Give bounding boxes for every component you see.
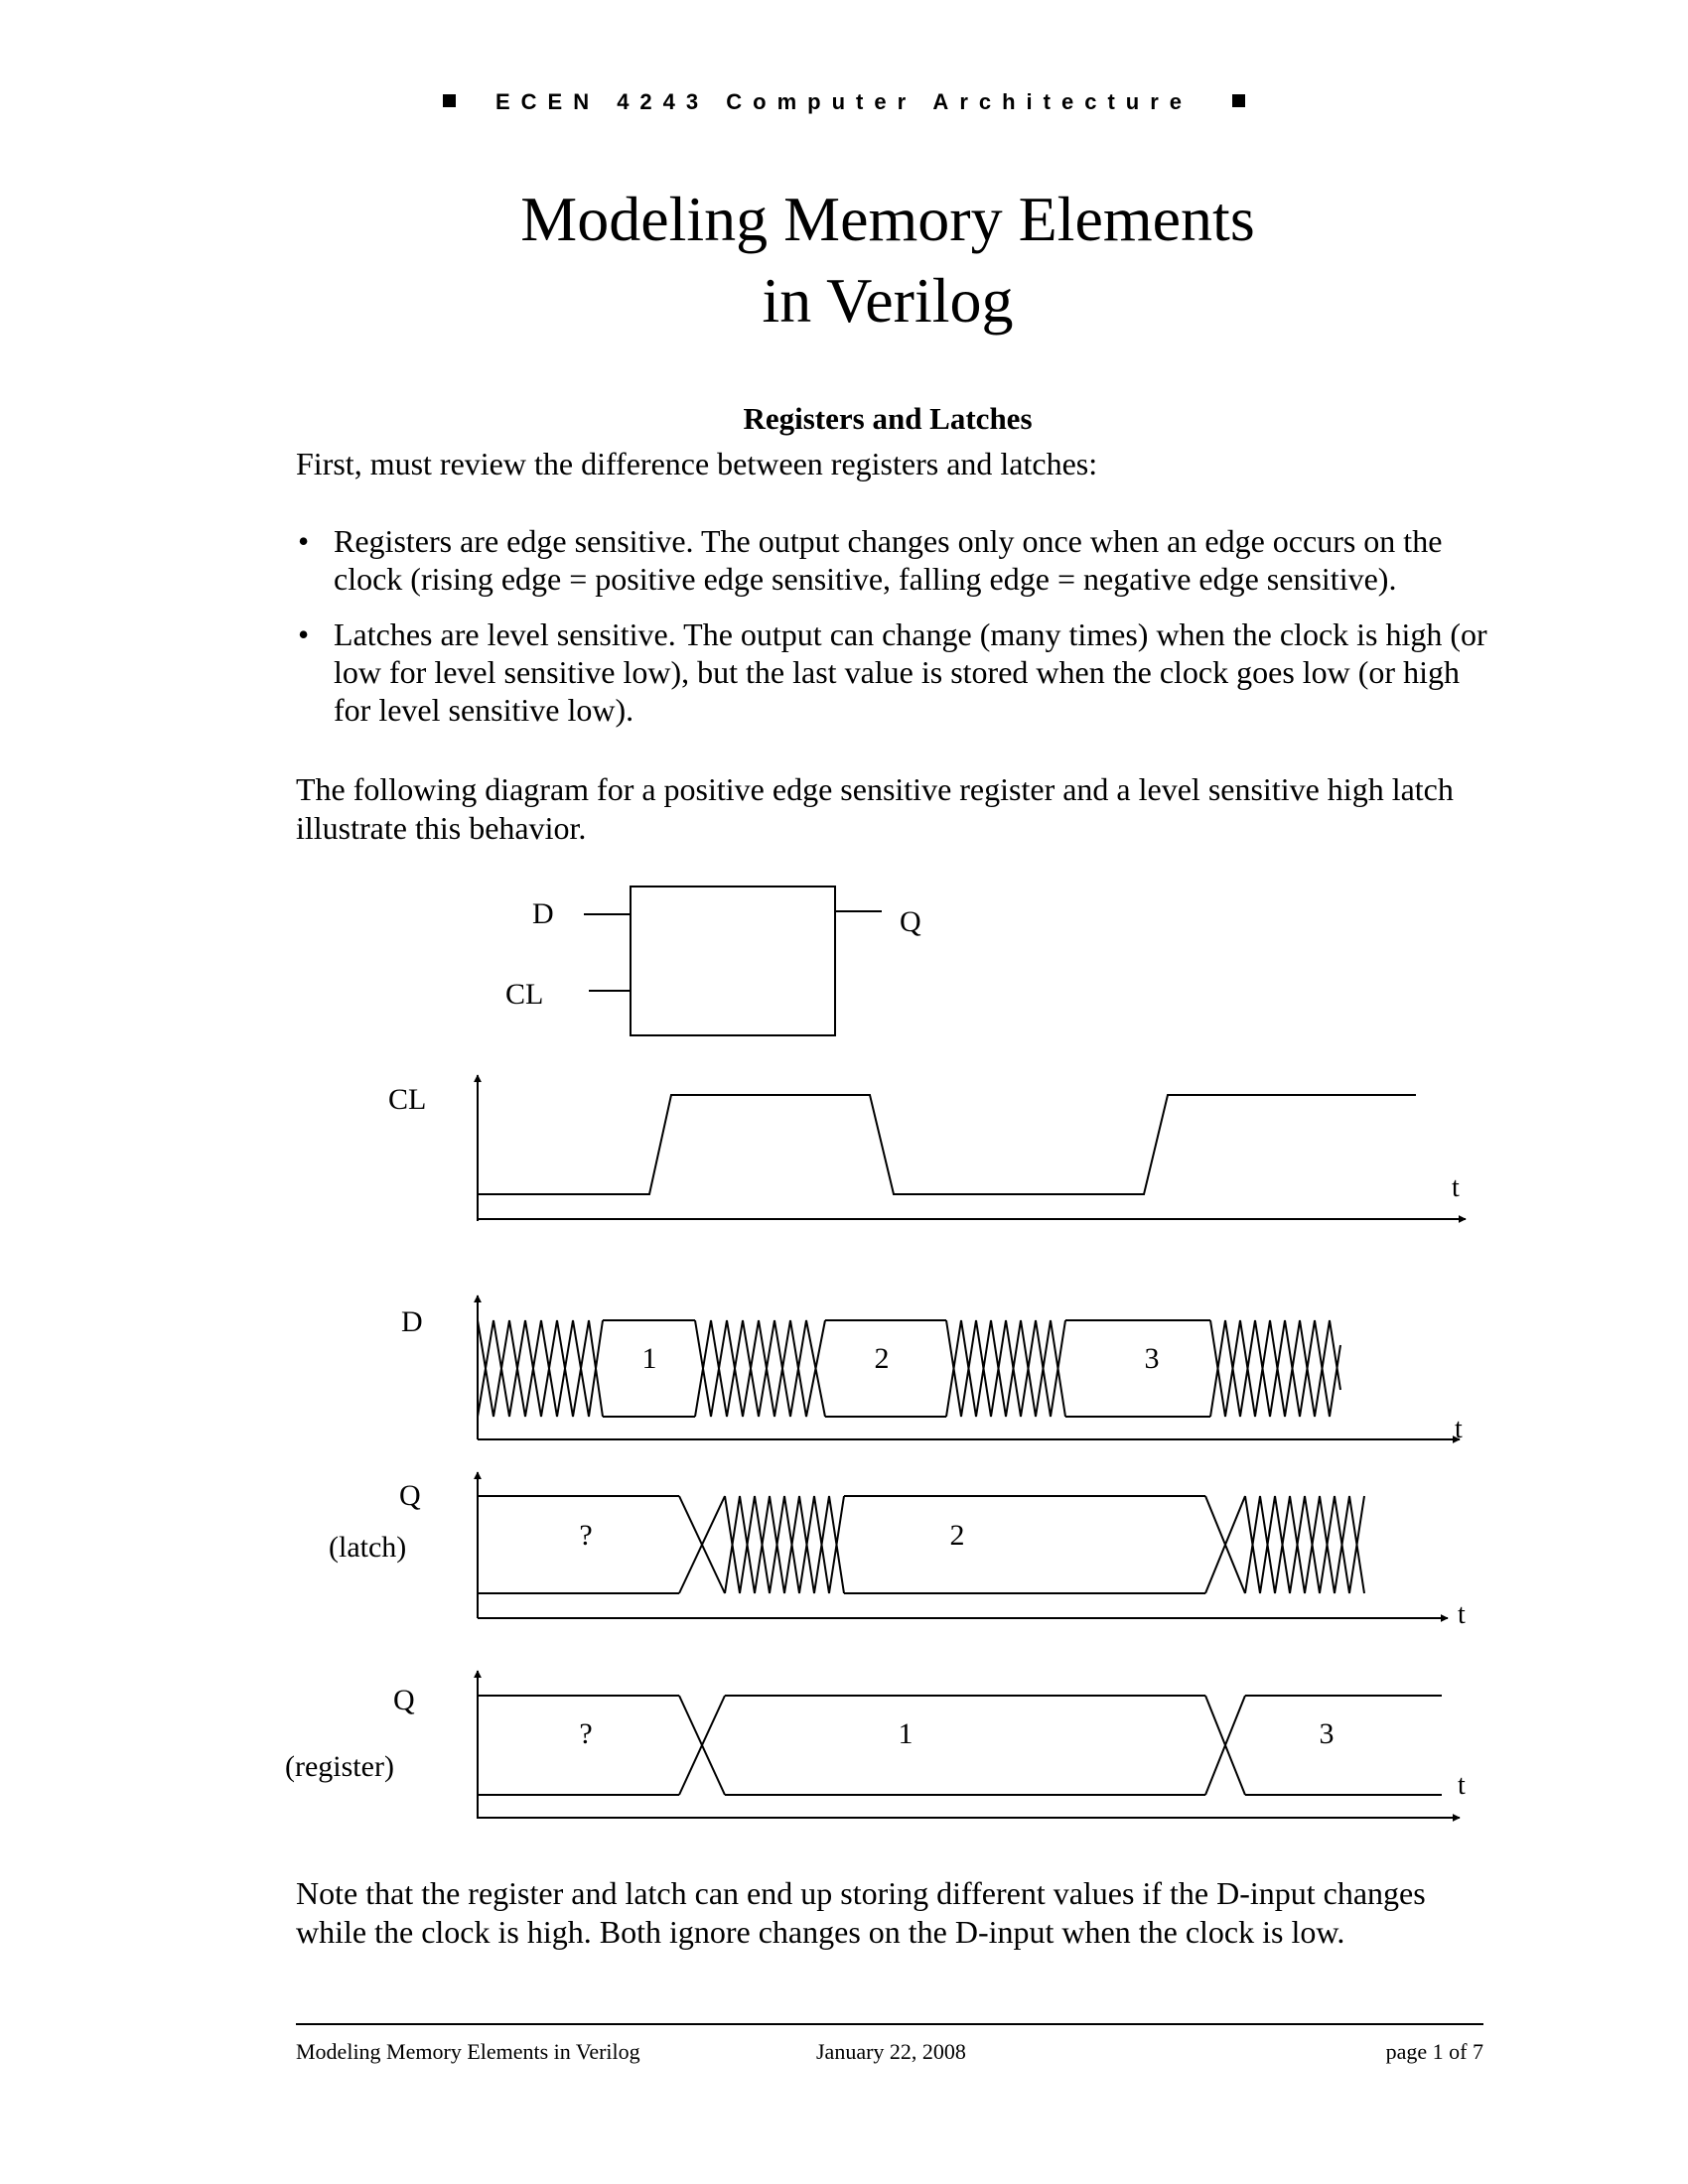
footer-page-number: page 1 of 7 [1385, 2039, 1483, 2064]
q-latch-xing-3 [1205, 1496, 1245, 1593]
q-register-value-2: 1 [898, 1717, 914, 1750]
d-wave-label: D [401, 1305, 423, 1338]
q-latch-xing-4 [1245, 1496, 1364, 1593]
block-q-label: Q [900, 905, 921, 938]
d-value-2: 2 [874, 1342, 890, 1375]
q-register-signal [478, 1696, 1442, 1795]
register-block [584, 887, 882, 1035]
q-register-value-1: ? [579, 1717, 593, 1750]
bullet-registers: • Registers are edge sensitive. The output changes only once when an edge occurs on the clock (rising edge = positive edge sensitive, falling edge = negative edge sensitive). [296, 522, 1497, 598]
q-latch-xing-1 [679, 1496, 725, 1593]
q-register-stable-2 [725, 1696, 1205, 1795]
q-latch-label: Q [399, 1479, 421, 1512]
bullet-latches: • Latches are level sensitive. The output can change (many times) when the clock is high (or low for level sensitive low), but the last value is stored when the clock goes low (or high for level sensitive low). [296, 615, 1497, 729]
d-value-1: 1 [641, 1342, 657, 1375]
footer-divider [296, 2023, 1483, 2025]
d-t-label: t [1455, 1414, 1463, 1444]
q-latch-t-label: t [1458, 1599, 1466, 1630]
cl-signal [478, 1095, 1416, 1194]
q-latch-value-2: 2 [949, 1519, 965, 1552]
cl-t-label: t [1452, 1172, 1460, 1203]
footer-doc-title: Modeling Memory Elements in Verilog [296, 2039, 640, 2064]
d-xing-3 [946, 1320, 1065, 1417]
d-value-3: 3 [1144, 1342, 1160, 1375]
q-register-sublabel: (register) [285, 1750, 394, 1783]
d-xing-4 [1210, 1320, 1340, 1417]
cl-wave-label: CL [388, 1083, 427, 1116]
d-stable-3 [1065, 1320, 1210, 1417]
q-register-t-label: t [1458, 1770, 1466, 1801]
q-latch-xing-2 [725, 1496, 844, 1593]
course-title: ECEN 4243 Computer Architecture [494, 89, 1194, 114]
q-latch-value-1: ? [579, 1519, 593, 1552]
block-box [631, 887, 835, 1035]
note-paragraph: Note that the register and latch can end up storing different values if the D-input changes while the clock is high. Both ignore changes on the D-input when the clock is low. [296, 1875, 1426, 1950]
q-register-xing-1 [679, 1696, 725, 1795]
footer-date: January 22, 2008 [816, 2039, 966, 2064]
d-xing-1 [478, 1320, 603, 1417]
title-line-2: in Verilog [762, 265, 1014, 336]
q-register-xing-2 [1205, 1696, 1245, 1795]
intro-paragraph: First, must review the difference between registers and latches: [296, 446, 1098, 481]
q-latch-signal [478, 1496, 1364, 1593]
diagram-intro-paragraph: The following diagram for a positive edge sensitive register and a level sensitive high latch illustrate this behavior. [296, 771, 1454, 846]
section-heading: Registers and Latches [743, 401, 1033, 436]
q-register-value-3: 3 [1319, 1717, 1335, 1750]
q-latch-sublabel: (latch) [329, 1531, 407, 1564]
q-register-stable-3 [1245, 1696, 1442, 1795]
d-signal [478, 1320, 1340, 1417]
block-d-label: D [532, 897, 554, 930]
q-latch-stable-2 [844, 1496, 1205, 1593]
q-register-label: Q [393, 1684, 415, 1716]
title-line-1: Modeling Memory Elements [520, 184, 1255, 254]
d-xing-2 [695, 1320, 825, 1417]
block-cl-label: CL [505, 978, 544, 1011]
